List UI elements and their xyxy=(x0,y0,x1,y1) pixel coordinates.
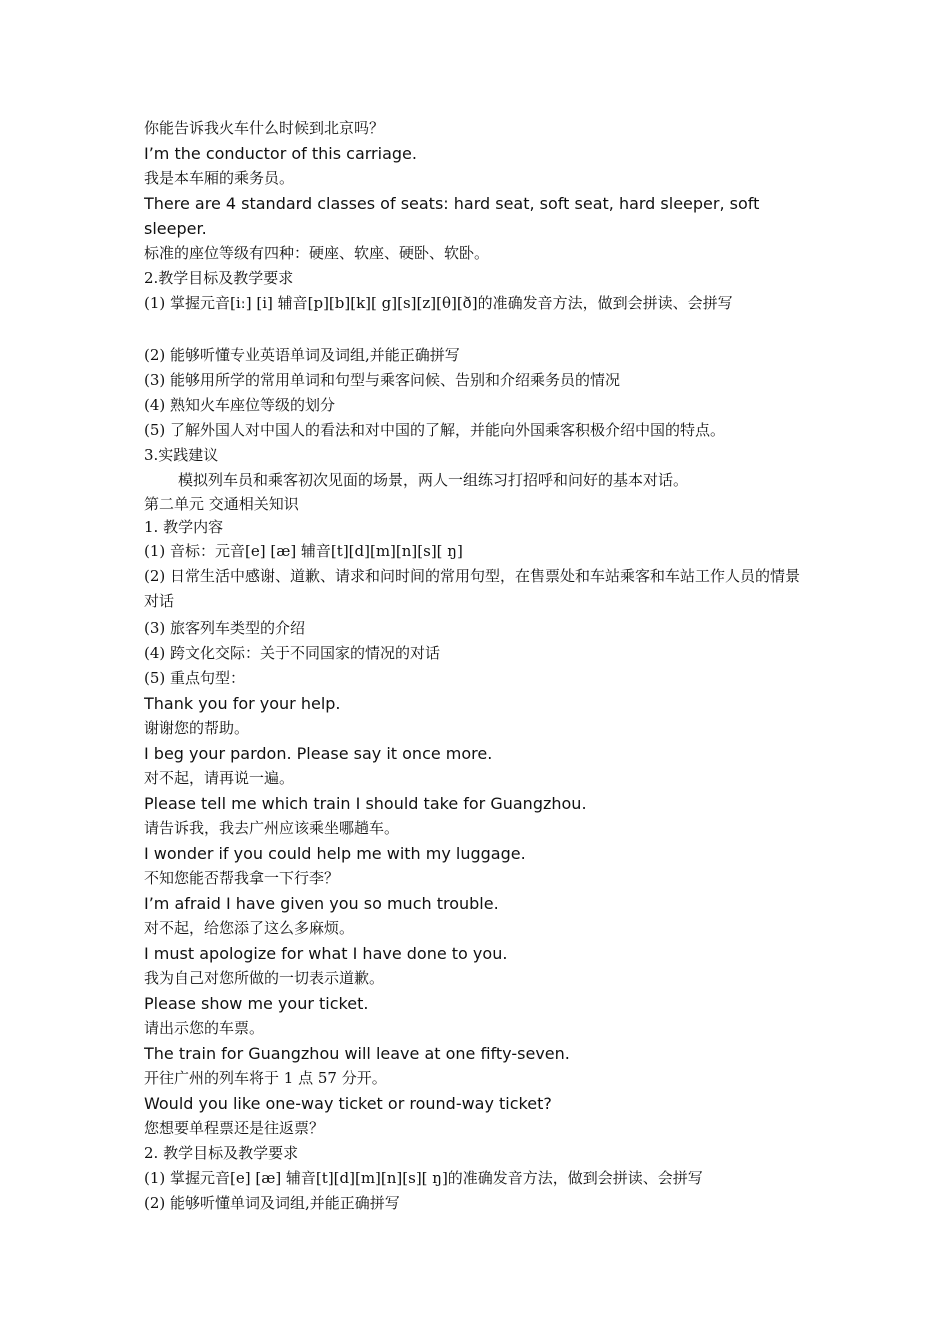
cn-sentence: 您想要单程票还是往返票？ xyxy=(144,1119,325,1137)
list-item: (4) 熟知火车座位等级的划分 xyxy=(144,396,336,414)
en-sentence: There are 4 standard classes of seats: hard seat, soft seat, hard sleeper, soft sleeper. xyxy=(144,194,760,238)
unit-heading: 第二单元 交通相关知识 xyxy=(144,495,299,513)
en-sentence: The train for Guangzhou will leave at one fifty-seven. xyxy=(144,1044,570,1063)
cn-sentence: 对不起，请再说一遍。 xyxy=(144,769,295,787)
list-item: (5) 重点句型： xyxy=(144,669,246,687)
section-heading: 3.实践建议 xyxy=(144,446,219,464)
en-sentence: I wonder if you could help me with my luggage. xyxy=(144,844,526,863)
cn-sentence: 我为自己对您所做的一切表示道歉。 xyxy=(144,969,385,987)
cn-sentence: 开往广州的列车将于 1 点 57 分开。 xyxy=(144,1069,387,1087)
cn-sentence: 标准的座位等级有四种：硬座、软座、硬卧、软卧。 xyxy=(144,244,490,262)
section-heading: 2. 教学目标及教学要求 xyxy=(144,1144,299,1162)
en-sentence: Please show me your ticket. xyxy=(144,994,369,1013)
en-sentence: I beg your pardon. Please say it once more. xyxy=(144,744,493,763)
cn-sentence: 不知您能否帮我拿一下行李？ xyxy=(144,869,340,887)
list-item: (2) 能够听懂专业英语单词及词组,并能正确拼写 xyxy=(144,346,460,364)
list-item: (1) 掌握元音[iː] [i] 辅音[p][b][k][ g][s][z][θ][ð]的准确发音方法，做到会拼读、会拼写 xyxy=(144,294,733,312)
list-item: (3) 旅客列车类型的介绍 xyxy=(144,619,306,637)
section-heading: 1. 教学内容 xyxy=(144,518,224,536)
cn-sentence: 谢谢您的帮助。 xyxy=(144,719,250,737)
en-sentence: Please tell me which train I should take for Guangzhou. xyxy=(144,794,587,813)
list-item: (1) 音标：元音[e] [æ] 辅音[t][d][m][n][s][ ŋ] xyxy=(144,542,463,560)
cn-sentence: 对不起，给您添了这么多麻烦。 xyxy=(144,919,355,937)
cn-sentence: 你能告诉我火车什么时候到北京吗？ xyxy=(144,119,385,137)
list-item: (4) 跨文化交际：关于不同国家的情况的对话 xyxy=(144,644,441,662)
section-heading: 2.教学目标及教学要求 xyxy=(144,269,294,287)
document-body xyxy=(144,116,814,1216)
en-sentence: Thank you for your help. xyxy=(144,694,341,713)
cn-sentence: 我是本车厢的乘务员。 xyxy=(144,169,295,187)
list-item: (2) 能够听懂单词及词组,并能正确拼写 xyxy=(144,1194,400,1212)
list-item: (5) 了解外国人对中国人的看法和对中国的了解，并能向外国乘客积极介绍中国的特点。 xyxy=(144,421,726,439)
cn-sentence: 请出示您的车票。 xyxy=(144,1019,265,1037)
list-item: (2) 日常生活中感谢、道歉、请求和问时间的常用句型，在售票处和车站乘客和车站工作人员的情景对话 xyxy=(144,567,801,610)
cn-sentence: 请告诉我，我去广州应该乘坐哪趟车。 xyxy=(144,819,400,837)
en-sentence: I must apologize for what I have done to you. xyxy=(144,944,508,963)
list-item: (3) 能够用所学的常用单词和句型与乘客问候、告别和介绍乘务员的情况 xyxy=(144,371,621,389)
en-sentence: I’m the conductor of this carriage. xyxy=(144,144,417,163)
en-sentence: I’m afraid I have given you so much trouble. xyxy=(144,894,499,913)
list-item: (1) 掌握元音[e] [æ] 辅音[t][d][m][n][s][ ŋ]的准确发音方法，做到会拼读、会拼写 xyxy=(144,1169,703,1187)
en-sentence: Would you like one-way ticket or round-way ticket? xyxy=(144,1094,552,1113)
paragraph: 模拟列车员和乘客初次见面的场景，两人一组练习打招呼和问好的基本对话。 xyxy=(178,471,689,489)
